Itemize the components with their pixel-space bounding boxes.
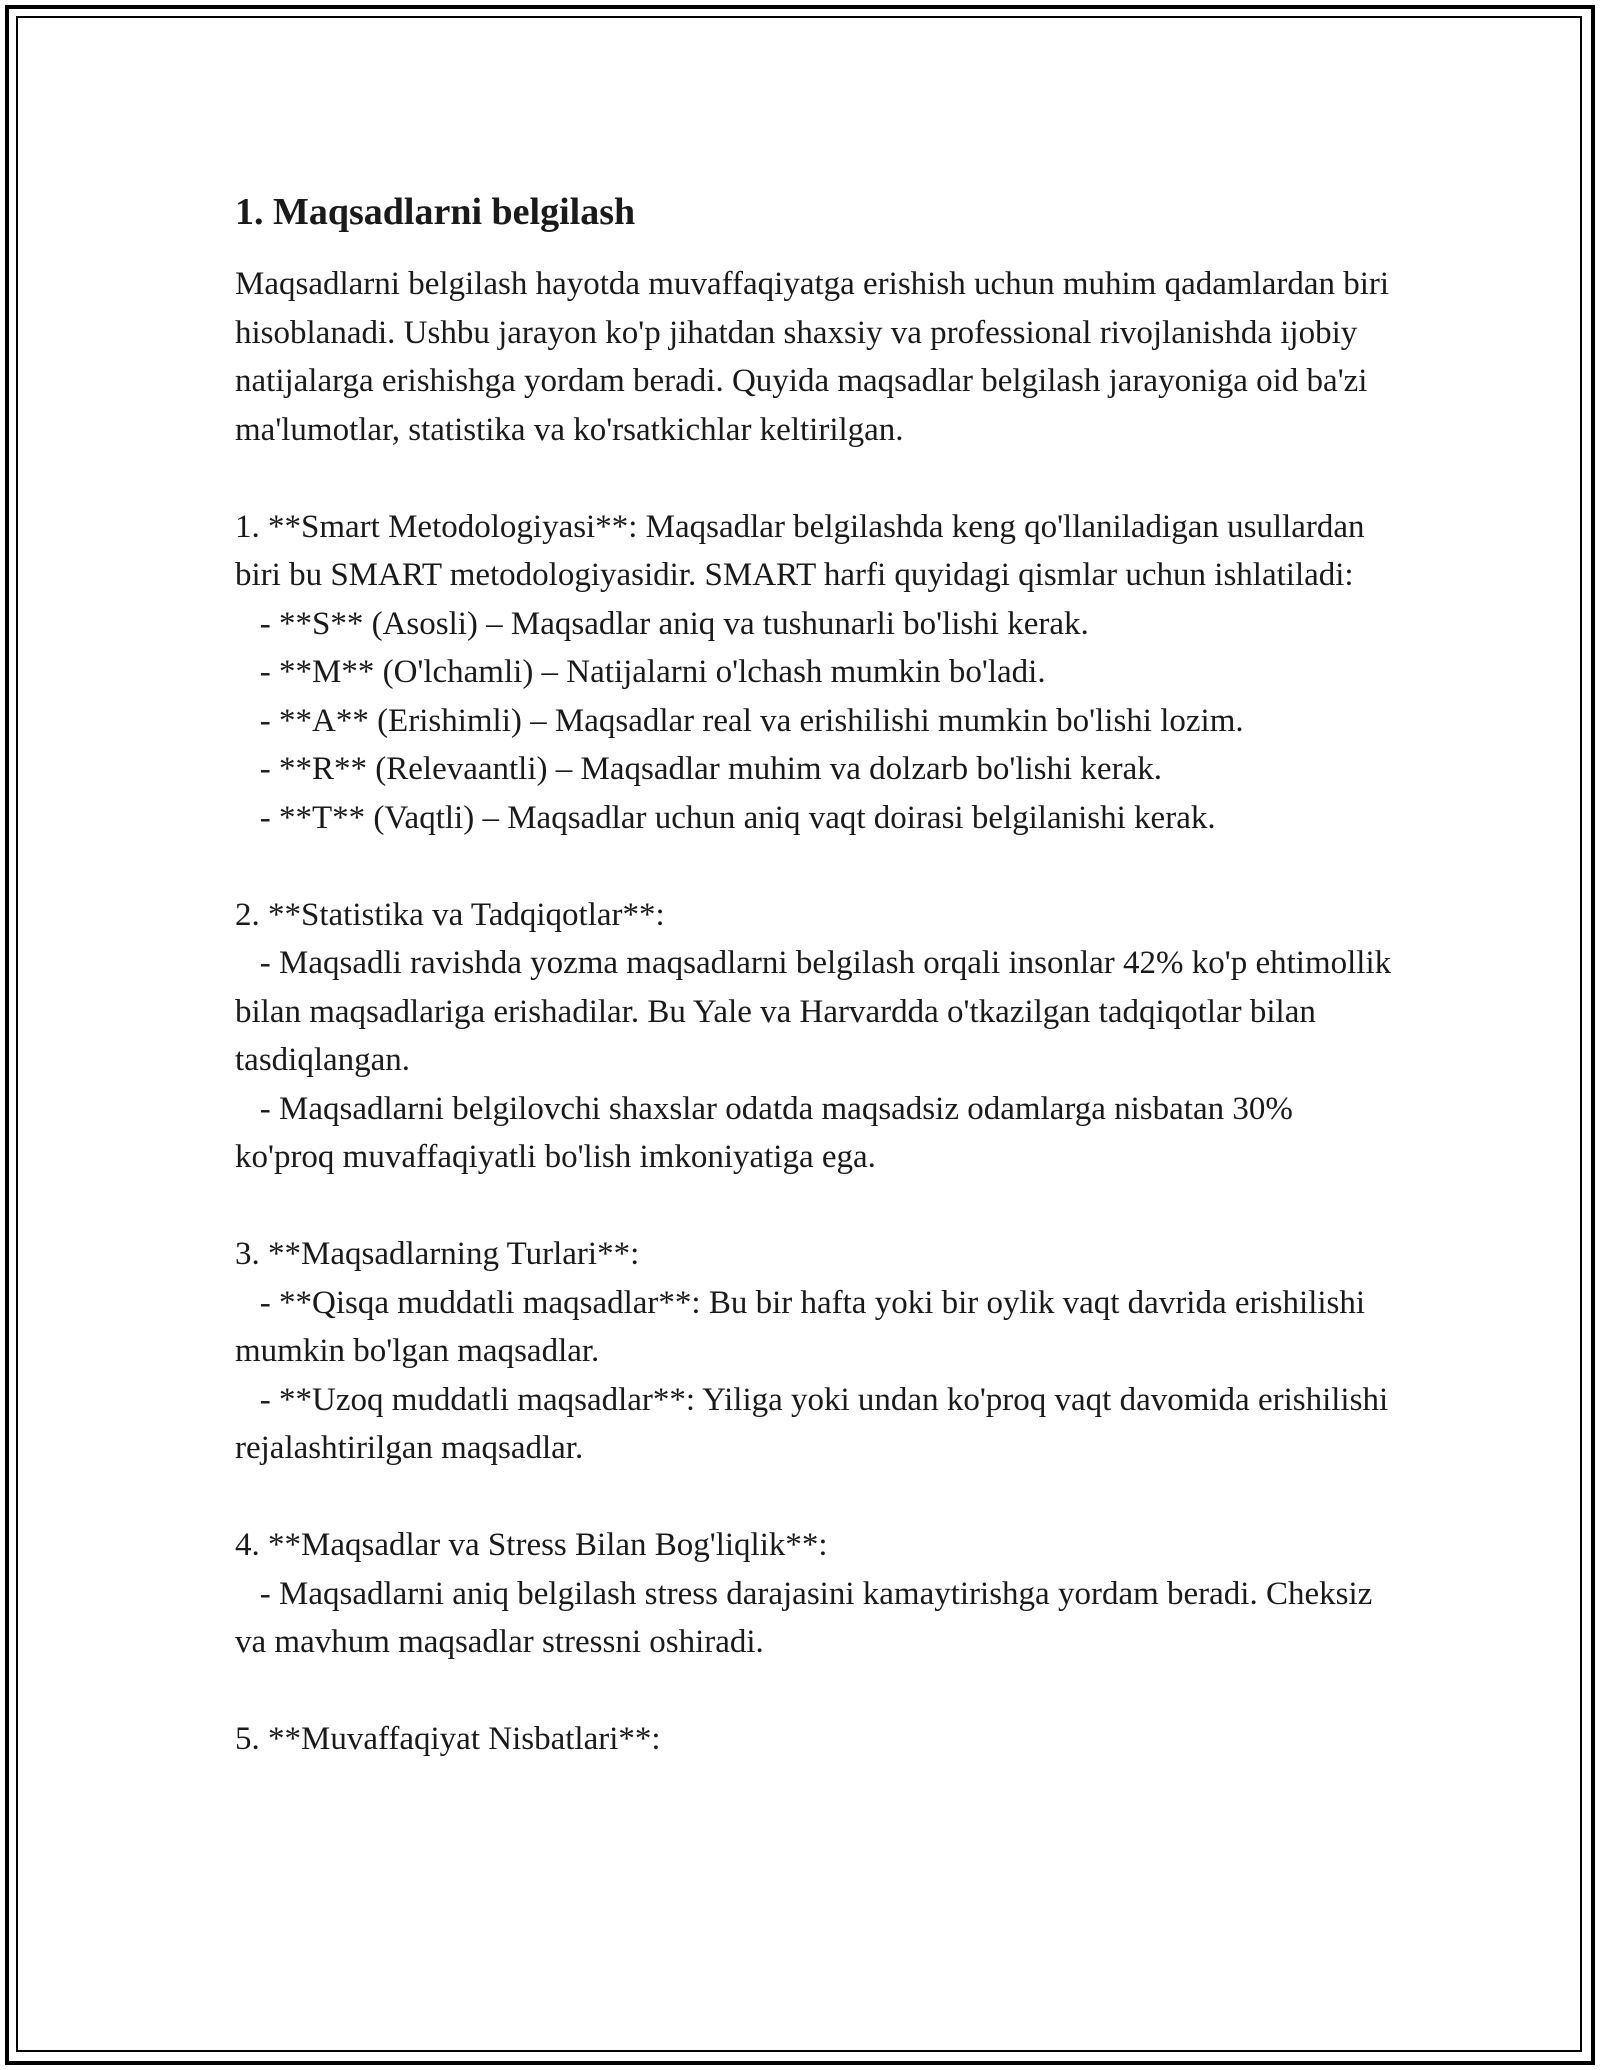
list-item: - **M** (O'lchamli) – Natijalarni o'lchash mumkin bo'ladi. — [235, 654, 1046, 690]
spacer — [235, 1667, 1395, 1716]
section-heading: 4. **Maqsadlar va Stress Bilan Bog'liqlik**: — [235, 1527, 828, 1563]
spacer — [235, 454, 1395, 503]
section-heading: 5. **Muvaffaqiyat Nisbatlari**: — [235, 1721, 661, 1757]
section-goal-types — [235, 1230, 1395, 1473]
list-item: - Maqsadli ravishda yozma maqsadlarni belgilash orqali insonlar 42% ko'p ehtimollik bilan maqsadlariga erishadilar. Bu Yale va Harvardda o'tkazilgan tadqiqotlar bilan tasdiqlangan. — [235, 945, 1400, 1078]
document-body — [235, 184, 1400, 1764]
list-item: - **Qisqa muddatli maqsadlar**: Bu bir hafta yoki bir oylik vaqt davrida erishilishi mumkin bo'lgan maqsadlar. — [235, 1284, 1374, 1369]
spacer — [235, 1182, 1395, 1231]
list-item: - **T** (Vaqtli) – Maqsadlar uchun aniq vaqt doirasi belgilanishi kerak. — [235, 799, 1216, 836]
section-success-rates — [235, 1715, 1395, 1764]
list-item: - **R** (Relevaantli) – Maqsadlar muhim va dolzarb bo'lishi kerak. — [235, 751, 1162, 787]
spacer — [235, 842, 1395, 891]
list-item: - Maqsadlarni belgilovchi shaxslar odatda maqsadsiz odamlarga nisbatan 30% ko'proq muvaffaqiyatli bo'lish imkoniyatiga ega. — [235, 1090, 1302, 1175]
section-heading: 3. **Maqsadlarning Turlari**: — [235, 1236, 640, 1272]
list-item: - **Uzoq muddatli maqsadlar**: Yiliga yoki undan ko'proq vaqt davomida erishilishi rejalashtirilgan maqsadlar. — [235, 1381, 1397, 1466]
list-item: - Maqsadlarni aniq belgilash stress darajasini kamaytirishga yordam beradi. Cheksiz va mavhum maqsadlar stressni oshiradi. — [235, 1575, 1381, 1660]
intro-paragraph: Maqsadlarni belgilash hayotda muvaffaqiyatga erishish uchun muhim qadamlardan biri hisoblanadi. Ushbu jarayon ko'p jihatdan shaxsiy va professional rivojlanishda ijobiy natijalarga erishishga yordam beradi. Quyida maqsadlar belgilash jarayoniga oid ba'zi ma'lumotlar, statistika va ko'rsatkichlar keltirilgan. — [235, 266, 1390, 448]
section-heading: 1. **Smart Metodologiyasi**: Maqsadlar belgilashda keng qo'llaniladigan usullardan biri bu SMART metodologiyasidir. SMART harfi quyidagi qismlar uchun ishlatiladi: — [235, 508, 1373, 593]
document-title: 1. Maqsadlarni belgilash — [235, 191, 636, 233]
section-stress — [235, 1521, 1395, 1667]
section-heading: 2. **Statistika va Tadqiqotlar**: — [235, 896, 665, 933]
list-item: - **S** (Asosli) – Maqsadlar aniq va tushunarli bo'lishi kerak. — [235, 605, 1089, 642]
spacer — [235, 1473, 1395, 1522]
section-statistics — [235, 891, 1400, 1182]
section-smart — [235, 503, 1395, 843]
list-item: - **A** (Erishimli) – Maqsadlar real va erishilishi mumkin bo'lishi lozim. — [235, 702, 1244, 739]
